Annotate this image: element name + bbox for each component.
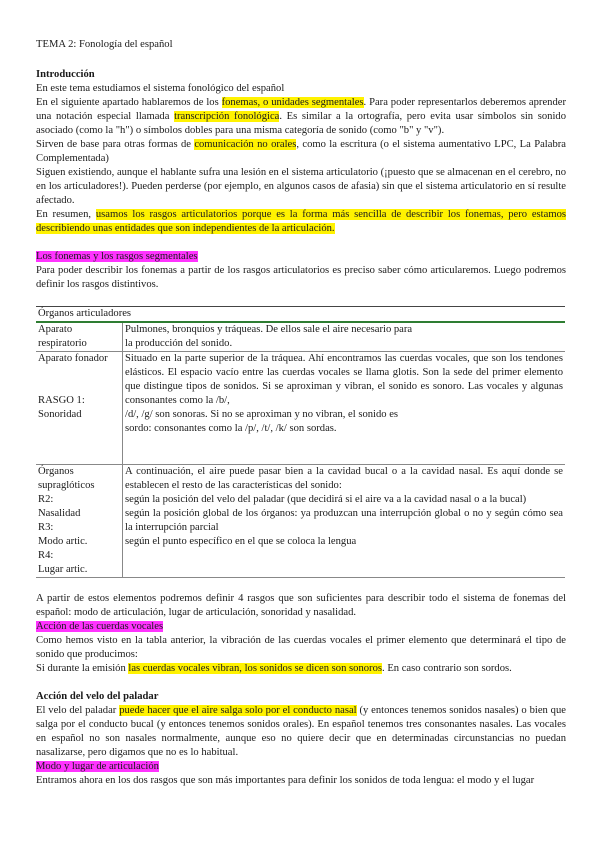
velo-p1: El velo del paladar puede hacer que el aire salga solo por el conducto nasal (y entonces tenemos sonidos nasales) o bien que salga por el conducto bucal (y entonces tenemos sonidos orales). En español tenemos tres consonantes nasales. Las vocales en español no son nasales normalmente, aunque eso no quiere decir que en determinadas circunstancias no puedan nasalizarse, pero digamos que no es lo habitual.	[36, 705, 566, 758]
highlight-sonoros: las cuerdas vocales vibran, los sonidos se dicen son sonoros	[128, 663, 383, 674]
intro-p4: Siguen existiendo, aunque el hablante sufra una lesión en el sistema articulatorio (¡puesto que se almacenan en el cerebro, no en los articuladores!). Pueden perderse (por ejemplo, en algunos casos de afasia) sin que el sistema articulatorio en sí resulte afectado.	[36, 167, 566, 206]
highlight-nasal: puede hacer que el aire salga solo por el conducto nasal	[119, 705, 357, 716]
document-page	[36, 38, 566, 788]
after-table-p1: A partir de estos elementos podremos definir 4 rasgos que son suficientes para describir todo el sistema de fonemas del español: modo de articulación, lugar de articulación, sonoridad y nasalidad.	[36, 593, 566, 618]
intro-heading: Introducción	[36, 69, 95, 80]
table-row: Aparato fonador RASGO 1: Sonoridad Situado en la parte superior de la tráquea. Ahí encontramos las cuerdas vocales, que son los tendones elásticos. El espacio vacío entre las cuerdas vocales se llama glotis. Son la sede del primer elemento que distingue tipos de sonidos. Si se aproximan y vibran, el sonido es sonoro. Las vocales y algunas consonantes como la /b/, /d/, /g/ son sonoras. Si no se aproximan y no vibran, el sonido es sordo: consonantes como la /p/, /t/, /k/ son sordas.	[36, 352, 565, 465]
highlight-transcripcion: transcripción fonológica	[174, 111, 280, 122]
cuerdas-p3: Si durante la emisión las cuerdas vocales vibran, los sonidos se dicen son sonoros. En caso contrario son sordos.	[36, 663, 512, 674]
rasgos-p1: Para poder describir los fonemas a partir de los rasgos articulatorios es preciso saber cómo articularemos. Luego podremos definir los rasgos distintivos.	[36, 265, 566, 290]
cuerdas-heading: Acción de las cuerdas vocales	[36, 621, 164, 632]
intro-p2: En el siguiente apartado hablaremos de los fonemas, o unidades segmentales. Para poder representarlos deberemos aprender una notación especial llamada transcripción fonológica. Es similar a la ortografía, pero evita usar símbolos sin sonido asociado (como la "h") o símbolos dobles para una misma categoría de sonido (como "b" y "v").	[36, 97, 567, 136]
rasgos-heading: Los fonemas y los rasgos segmentales	[36, 251, 198, 262]
highlight-resumen: usamos los rasgos articulatorios porque es la forma más sencilla de describir los fonemas, pero estamos describiendo unas entidades que son independientes de la articulación.	[36, 209, 566, 234]
modo-heading: Modo y lugar de articulación	[36, 761, 159, 772]
cuerdas-p2: Como hemos visto en la tabla anterior, la vibración de las cuerdas vocales el primer elemento que determinará el tipo de sonido que producimos:	[36, 635, 566, 660]
highlight-fonemas: fonemas, o unidades segmentales	[221, 97, 364, 108]
organos-table	[36, 306, 565, 578]
intro-p3: Sirven de base para otras formas de comunicación no orales, como la escritura (o el sistema aumentativo LPC, La Palabra Complementada)	[36, 139, 566, 164]
document-title: TEMA 2: Fonología del español	[36, 39, 173, 50]
velo-heading: Acción del velo del paladar	[36, 691, 159, 702]
table-row: Aparato respiratorio Pulmones, bronquios y tráqueas. De ellos sale el aire necesario para la producción del sonido.	[36, 322, 565, 352]
table-header: Órganos articuladores	[36, 307, 565, 323]
intro-p5: En resumen, usamos los rasgos articulatorios porque es la forma más sencilla de describir los fonemas, pero estamos describiendo unas entidades que son independientes de la articulación.	[36, 209, 566, 234]
intro-p1: En este tema estudiamos el sistema fonológico del español	[36, 83, 285, 94]
modo-p2: Entramos ahora en los dos rasgos que son más importantes para definir los sonidos de toda lengua: el modo y el lugar	[36, 775, 535, 786]
highlight-comunicacion: comunicación no orales	[194, 139, 297, 150]
table-row: Órganos supraglóticos R2: Nasalidad R3: Modo artic. R4: Lugar artic. A continuación, el aire puede pasar bien a la cavidad bucal o a la cavidad nasal. Es aquí donde se establecen el resto de las características del sonido: según la posición del velo del paladar (que decidirá si el aire va a la cavidad nasal o a la bucal) según la posición global de los órganos: ya produzcan una interrupción global o no y según cómo sea la interrupción parcial según el punto específico en el que se coloca la lengua	[36, 465, 565, 578]
